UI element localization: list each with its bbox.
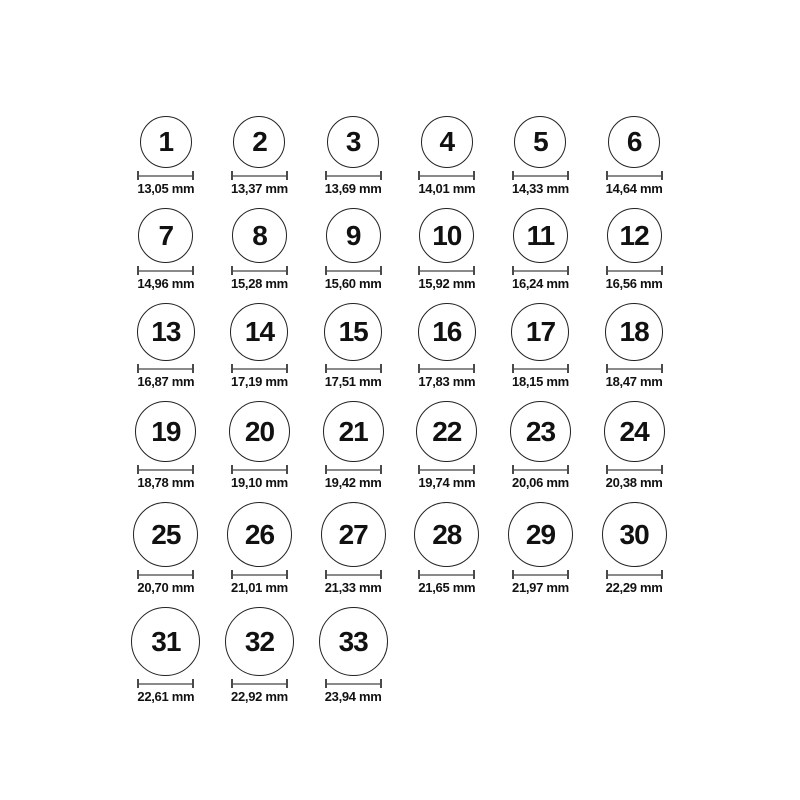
ring-size-item <box>587 502 681 595</box>
ring-size-item <box>213 303 307 389</box>
diameter-label: 19,74 mm <box>418 475 476 490</box>
ring-size-item <box>494 303 588 389</box>
ring-size-number: 12 <box>619 219 649 251</box>
diameter-measure-line <box>512 171 569 180</box>
measure-line-bar <box>608 270 661 272</box>
measure-line-bar <box>327 469 380 471</box>
ring-circle <box>513 208 568 263</box>
measure-line-bar <box>139 683 192 685</box>
diameter-measure-line <box>512 266 569 275</box>
diameter-label: 20,38 mm <box>605 475 663 490</box>
diameter-measure-line <box>606 364 663 373</box>
diameter-label: 21,65 mm <box>418 580 476 595</box>
ring-size-item <box>494 502 588 595</box>
diameter-measure-line <box>325 679 382 688</box>
ring-size-item <box>400 208 494 291</box>
ring-size-item <box>306 303 400 389</box>
measure-line-bar <box>233 175 286 177</box>
diameter-label: 15,28 mm <box>231 276 288 291</box>
ring-size-row-6 <box>119 607 681 704</box>
ring-size-number: 20 <box>244 415 275 447</box>
diameter-measure-line <box>418 266 475 275</box>
diameter-measure-line <box>325 570 382 579</box>
ring-size-item <box>213 116 307 196</box>
ring-size-number: 15 <box>338 316 368 347</box>
diameter-measure-line <box>231 364 288 373</box>
ring-circle <box>137 303 195 361</box>
ring-size-item <box>306 401 400 490</box>
ring-circle <box>602 502 667 567</box>
diameter-measure-line <box>606 465 663 474</box>
diameter-measure-line <box>137 465 194 474</box>
ring-size-item <box>400 401 494 490</box>
ring-size-number: 13 <box>151 316 181 347</box>
diameter-measure-line <box>512 364 569 373</box>
ring-size-item <box>587 303 681 389</box>
diameter-label: 18,47 mm <box>605 374 663 389</box>
ring-circle <box>414 502 479 567</box>
ring-size-number: 25 <box>151 518 181 550</box>
ring-size-item <box>306 116 400 196</box>
ring-circle <box>324 303 382 361</box>
diameter-measure-line <box>231 266 288 275</box>
diameter-measure-line <box>231 679 288 688</box>
ring-size-item <box>119 607 213 704</box>
measure-line-bar <box>233 368 286 370</box>
diameter-label: 14,96 mm <box>137 276 195 291</box>
ring-size-item <box>400 502 494 595</box>
ring-circle <box>418 303 476 361</box>
ring-circle <box>419 208 474 263</box>
ring-size-number: 30 <box>619 518 649 550</box>
ring-size-item <box>213 607 307 704</box>
ring-circle <box>229 401 290 462</box>
diameter-measure-line <box>512 465 569 474</box>
diameter-measure-line <box>606 171 663 180</box>
diameter-measure-line <box>606 266 663 275</box>
ring-size-row-4 <box>119 401 681 490</box>
ring-circle <box>131 607 200 676</box>
ring-size-item <box>587 116 681 196</box>
ring-size-number: 29 <box>525 518 556 550</box>
diameter-measure-line <box>325 266 382 275</box>
measure-line-bar <box>327 270 380 272</box>
diameter-measure-line <box>606 570 663 579</box>
diameter-label: 15,60 mm <box>324 276 382 291</box>
ring-circle <box>323 401 384 462</box>
ring-circle <box>421 116 473 168</box>
measure-line-bar <box>514 469 567 471</box>
diameter-label: 21,97 mm <box>512 580 569 595</box>
measure-line-bar <box>139 175 192 177</box>
diameter-label: 14,01 mm <box>418 181 476 196</box>
measure-line-bar <box>233 683 286 685</box>
ring-size-row-1 <box>119 116 681 196</box>
ring-circle <box>416 401 477 462</box>
ring-circle <box>608 116 660 168</box>
diameter-measure-line <box>418 465 475 474</box>
ring-size-number: 19 <box>151 415 181 447</box>
ring-size-item <box>213 208 307 291</box>
measure-line-bar <box>420 270 473 272</box>
ring-size-row-2 <box>119 208 681 291</box>
diameter-label: 16,56 mm <box>605 276 663 291</box>
diameter-measure-line <box>137 171 194 180</box>
diameter-measure-line <box>137 266 194 275</box>
ring-size-item <box>119 303 213 389</box>
diameter-measure-line <box>512 570 569 579</box>
ring-size-item <box>119 401 213 490</box>
diameter-measure-line <box>231 171 288 180</box>
ring-size-number: 16 <box>432 316 462 347</box>
ring-size-chart <box>119 0 681 704</box>
ring-size-item <box>400 303 494 389</box>
ring-size-item <box>494 208 588 291</box>
diameter-label: 13,37 mm <box>231 181 288 196</box>
diameter-measure-line <box>325 171 382 180</box>
diameter-label: 14,33 mm <box>512 181 569 196</box>
ring-size-number: 28 <box>432 518 462 550</box>
ring-size-number: 9 <box>345 219 361 251</box>
measure-line-bar <box>233 574 286 576</box>
ring-circle <box>133 502 198 567</box>
ring-size-number: 21 <box>338 415 368 447</box>
measure-line-bar <box>514 574 567 576</box>
ring-size-number: 27 <box>338 518 368 550</box>
ring-size-number: 14 <box>244 316 275 347</box>
ring-size-number: 7 <box>158 219 174 251</box>
diameter-measure-line <box>137 570 194 579</box>
ring-size-number: 24 <box>619 415 649 447</box>
diameter-label: 14,64 mm <box>605 181 663 196</box>
ring-size-number: 11 <box>526 219 555 251</box>
ring-circle <box>508 502 573 567</box>
diameter-label: 22,92 mm <box>231 689 288 704</box>
measure-line-bar <box>327 368 380 370</box>
ring-size-item <box>494 116 588 196</box>
diameter-label: 16,24 mm <box>512 276 569 291</box>
diameter-label: 18,15 mm <box>512 374 569 389</box>
measure-line-bar <box>608 175 661 177</box>
ring-circle <box>227 502 292 567</box>
ring-circle <box>319 607 388 676</box>
diameter-measure-line <box>231 570 288 579</box>
ring-size-number: 8 <box>252 219 267 251</box>
diameter-measure-line <box>137 679 194 688</box>
ring-size-item <box>306 208 400 291</box>
measure-line-bar <box>327 574 380 576</box>
diameter-label: 15,92 mm <box>418 276 476 291</box>
ring-size-number: 5 <box>533 126 548 157</box>
diameter-label: 22,29 mm <box>605 580 663 595</box>
ring-size-item <box>400 116 494 196</box>
measure-line-bar <box>514 368 567 370</box>
measure-line-bar <box>608 368 661 370</box>
ring-size-number: 4 <box>439 126 455 157</box>
ring-size-number: 3 <box>345 126 361 157</box>
diameter-measure-line <box>137 364 194 373</box>
measure-line-bar <box>327 683 380 685</box>
measure-line-bar <box>139 270 192 272</box>
diameter-label: 17,19 mm <box>231 374 288 389</box>
ring-circle <box>321 502 386 567</box>
ring-circle <box>607 208 662 263</box>
ring-size-number: 2 <box>252 126 267 157</box>
ring-size-number: 6 <box>626 126 642 157</box>
ring-size-number: 10 <box>432 219 462 251</box>
ring-circle <box>140 116 192 168</box>
diameter-measure-line <box>231 465 288 474</box>
ring-size-number: 22 <box>432 415 462 447</box>
ring-size-item <box>587 208 681 291</box>
diameter-measure-line <box>325 465 382 474</box>
ring-size-item <box>306 502 400 595</box>
ring-circle <box>510 401 571 462</box>
measure-line-bar <box>514 270 567 272</box>
measure-line-bar <box>608 574 661 576</box>
ring-circle <box>135 401 196 462</box>
measure-line-bar <box>608 469 661 471</box>
ring-circle <box>225 607 294 676</box>
ring-circle <box>230 303 288 361</box>
diameter-measure-line <box>418 570 475 579</box>
measure-line-bar <box>139 469 192 471</box>
ring-size-item <box>213 502 307 595</box>
diameter-measure-line <box>325 364 382 373</box>
measure-line-bar <box>139 368 192 370</box>
ring-circle <box>326 208 381 263</box>
ring-size-number: 17 <box>525 316 556 347</box>
diameter-label: 13,05 mm <box>137 181 195 196</box>
ring-circle <box>605 303 663 361</box>
ring-size-item <box>119 208 213 291</box>
ring-circle <box>327 116 379 168</box>
ring-size-item <box>494 401 588 490</box>
diameter-measure-line <box>418 171 475 180</box>
measure-line-bar <box>233 469 286 471</box>
ring-circle <box>233 116 285 168</box>
diameter-label: 18,78 mm <box>137 475 195 490</box>
ring-circle <box>232 208 287 263</box>
diameter-label: 17,83 mm <box>418 374 476 389</box>
diameter-label: 21,01 mm <box>231 580 288 595</box>
measure-line-bar <box>233 270 286 272</box>
ring-circle <box>511 303 569 361</box>
diameter-label: 19,10 mm <box>231 475 288 490</box>
measure-line-bar <box>514 175 567 177</box>
diameter-label: 13,69 mm <box>324 181 382 196</box>
ring-size-item <box>306 607 400 704</box>
diameter-label: 20,70 mm <box>137 580 195 595</box>
ring-size-number: 18 <box>619 316 649 347</box>
measure-line-bar <box>420 175 473 177</box>
ring-size-item <box>119 116 213 196</box>
ring-size-number: 1 <box>158 126 174 157</box>
ring-size-number: 23 <box>525 415 556 447</box>
ring-size-item <box>213 401 307 490</box>
diameter-label: 16,87 mm <box>137 374 195 389</box>
ring-size-number: 32 <box>244 625 275 657</box>
ring-size-number: 26 <box>244 518 275 550</box>
ring-size-row-5 <box>119 502 681 595</box>
measure-line-bar <box>420 469 473 471</box>
ring-size-item <box>587 401 681 490</box>
diameter-measure-line <box>418 364 475 373</box>
ring-size-row-3 <box>119 303 681 389</box>
measure-line-bar <box>420 368 473 370</box>
diameter-label: 23,94 mm <box>324 689 382 704</box>
measure-line-bar <box>139 574 192 576</box>
measure-line-bar <box>420 574 473 576</box>
diameter-label: 22,61 mm <box>137 689 195 704</box>
ring-size-number: 31 <box>151 625 181 657</box>
diameter-label: 17,51 mm <box>324 374 382 389</box>
ring-size-item <box>119 502 213 595</box>
diameter-label: 21,33 mm <box>324 580 382 595</box>
ring-circle <box>138 208 193 263</box>
ring-circle <box>514 116 566 168</box>
diameter-label: 19,42 mm <box>324 475 382 490</box>
ring-size-number: 33 <box>338 625 368 657</box>
measure-line-bar <box>327 175 380 177</box>
diameter-label: 20,06 mm <box>512 475 569 490</box>
ring-circle <box>604 401 665 462</box>
